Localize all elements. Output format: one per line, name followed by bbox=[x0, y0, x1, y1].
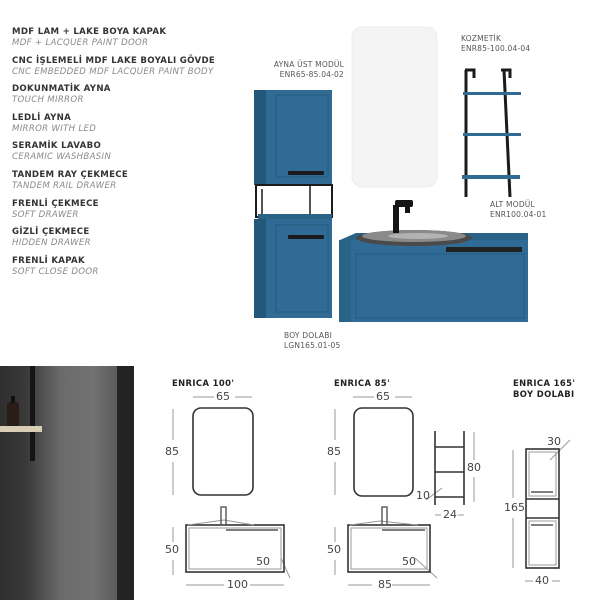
feature-en: CNC EMBEDDED MDF LACQUER PAINT BODY bbox=[12, 66, 214, 77]
label-tall-code: LGN165.01-05 bbox=[284, 341, 341, 350]
feature-en: TANDEM RAIL DRAWER bbox=[12, 180, 117, 191]
feature-tr: FRENLİ ÇEKMECE bbox=[12, 198, 99, 209]
feature-en: SOFT CLOSE DOOR bbox=[12, 266, 99, 277]
dim-shelf-depth: 10 bbox=[416, 489, 430, 502]
label-cosmetic-code: ENR85-100.04-04 bbox=[461, 44, 531, 53]
feature-tr: MDF LAM + LAKE BOYA KAPAK bbox=[12, 27, 167, 37]
feature-en: CERAMIC WASHBASIN bbox=[12, 152, 112, 163]
feature-tr: GİZLİ ÇEKMECE bbox=[12, 227, 90, 238]
feature-en: SOFT DRAWER bbox=[12, 209, 79, 220]
dim-shelf-width: 24 bbox=[443, 508, 457, 521]
dim-shelf-height: 80 bbox=[467, 461, 481, 474]
feature-en: MIRROR WITH LED bbox=[12, 123, 97, 134]
feature-tr: FRENLİ KAPAK bbox=[12, 255, 85, 266]
dim-cabinet-width: 100 bbox=[227, 578, 248, 591]
dim-width: 40 bbox=[535, 574, 549, 587]
dim-mirror-height: 85 bbox=[165, 445, 179, 458]
feature-tr: CNC İŞLEMELİ MDF LAKE BOYALI GÖVDE bbox=[12, 55, 216, 66]
drawing-title-enrica100: ENRICA 100' bbox=[172, 378, 235, 388]
feature-tr: TANDEM RAY ÇEKMECE bbox=[12, 169, 129, 180]
dim-depth: 30 bbox=[547, 435, 561, 448]
feature-tr: LEDLİ AYNA bbox=[12, 112, 72, 123]
drawing-title-enrica165 bbox=[513, 378, 575, 400]
label-base-code: ENR100.04-01 bbox=[490, 210, 547, 219]
dim-cabinet-depth: 50 bbox=[256, 555, 270, 568]
dim-cabinet-height: 50 bbox=[327, 543, 341, 556]
dim-mirror-width: 65 bbox=[376, 390, 390, 403]
drawing-title-enrica85: ENRICA 85' bbox=[334, 378, 391, 388]
dim-cabinet-width: 85 bbox=[378, 578, 392, 591]
label-mirror-top-name: AYNA ÜST MODÜL bbox=[273, 60, 344, 69]
feature-en: TOUCH MIRROR bbox=[12, 95, 84, 106]
feature-en: MDF + LACQUER PAINT DOOR bbox=[12, 38, 149, 48]
drawing-title-line2: BOY DOLABI bbox=[513, 389, 575, 399]
label-mirror-top-code: ENR65-85.04-02 bbox=[279, 70, 344, 79]
label-base-name: ALT MODÜL bbox=[490, 200, 535, 209]
feature-tr: SERAMİK LAVABO bbox=[12, 141, 102, 152]
dim-cabinet-depth: 50 bbox=[402, 555, 416, 568]
drawing-title-line1: ENRICA 165' bbox=[513, 378, 576, 388]
dim-mirror-height: 85 bbox=[327, 445, 341, 458]
feature-en: HIDDEN DRAWER bbox=[12, 238, 91, 249]
label-tall-name: BOY DOLABI bbox=[284, 331, 332, 340]
dim-mirror-width: 65 bbox=[216, 390, 230, 403]
dim-height: 165 bbox=[504, 501, 525, 514]
label-cosmetic-name: KOZMETİK bbox=[461, 34, 502, 43]
feature-tr: DOKUNMATİK AYNA bbox=[12, 84, 111, 95]
dim-cabinet-height: 50 bbox=[165, 543, 179, 556]
